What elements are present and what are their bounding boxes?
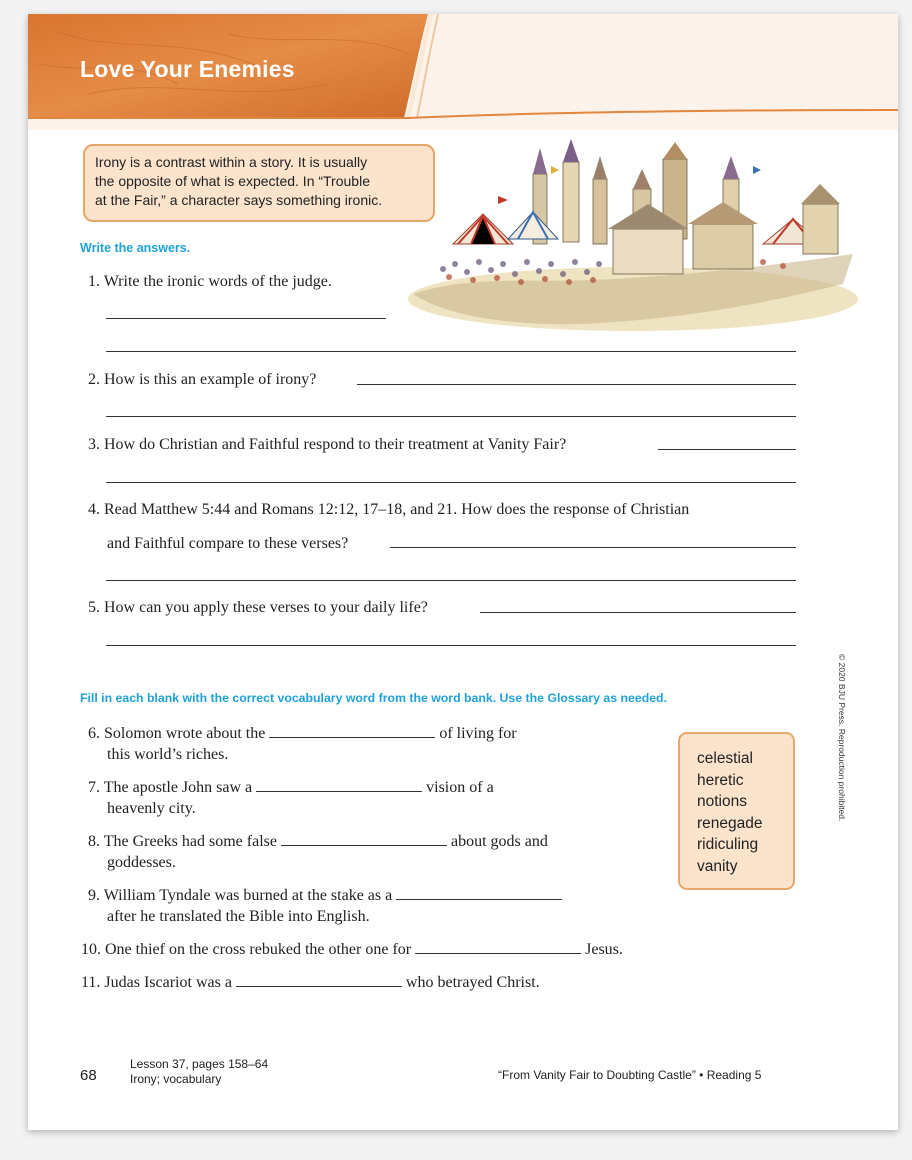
fill-blank[interactable] (256, 777, 422, 792)
answer-line[interactable] (106, 351, 796, 352)
vocab-item-10 (81, 939, 623, 960)
section-heading-vocabulary: Fill in each blank with the correct vocabulary word from the word bank. Use the Glossary as needed. (80, 691, 667, 705)
section-heading-write-answers: Write the answers. (80, 241, 191, 255)
callout-line: the opposite of what is expected. In “Trouble (95, 173, 370, 189)
question-number: 2. (88, 371, 100, 388)
item-number: 11. (81, 974, 101, 991)
answer-line[interactable] (106, 645, 796, 646)
word-bank-item: vanity (697, 857, 738, 875)
item-text-after: of living for (439, 725, 517, 742)
question-number: 1. (88, 273, 100, 290)
answer-line[interactable] (106, 318, 386, 319)
question-text: How is this an example of irony? (104, 371, 317, 388)
answer-line[interactable] (357, 384, 796, 385)
item-text-before: Judas Iscariot was a (104, 974, 232, 991)
item-text-after: Jesus. (585, 941, 623, 958)
question-text: and Faithful compare to these verses? (107, 535, 349, 552)
question-number: 4. (88, 501, 100, 518)
question-1 (88, 273, 332, 291)
callout-line: Irony is a contrast within a story. It is usually (95, 154, 368, 170)
question-2 (88, 371, 316, 389)
lesson-reference: Lesson 37, pages 158–64 (130, 1057, 269, 1071)
fill-blank[interactable] (415, 939, 581, 954)
fill-blank[interactable] (281, 831, 447, 846)
lesson-info (130, 1057, 268, 1087)
item-text-line2: goddesses. (107, 854, 176, 871)
item-text-line2: this world’s riches. (107, 746, 229, 763)
fill-blank[interactable] (269, 723, 435, 738)
item-text-before: Solomon wrote about the (104, 725, 266, 742)
question-number: 5. (88, 599, 100, 616)
word-bank-item: celestial (697, 750, 753, 767)
item-text-before: One thief on the cross rebuked the other one for (105, 941, 412, 958)
copyright-notice (835, 654, 849, 844)
word-bank-item: notions (697, 793, 747, 810)
word-bank-item: renegade (697, 814, 763, 832)
question-text: How do Christian and Faithful respond to their treatment at Vanity Fair? (104, 436, 567, 453)
item-text-before: The apostle John saw a (103, 779, 253, 796)
question-number: 3. (88, 436, 100, 453)
vocab-item-6 (88, 723, 517, 765)
question-text: Read Matthew 5:44 and Romans 12:12, 17–18, and 21. How does the response of Christian (104, 501, 690, 518)
vocab-item-11 (81, 972, 540, 993)
worksheet-page (28, 14, 898, 1130)
item-text-before: William Tyndale was burned at the stake as a (103, 887, 393, 904)
copyright-text: © 2020 BJU Press. Reproduction prohibited. (837, 654, 847, 822)
vocab-item-9 (88, 885, 566, 927)
item-text-before: The Greeks had some false (103, 833, 277, 850)
item-text-after: who betrayed Christ. (405, 974, 540, 991)
question-3 (88, 436, 566, 454)
page-title: Love Your Enemies (80, 56, 295, 82)
vanity-fair-illustration (383, 134, 858, 339)
item-number: 7. (88, 779, 100, 796)
reading-reference: “From Vanity Fair to Doubting Castle” • Reading 5 (498, 1068, 762, 1082)
word-bank (678, 732, 795, 890)
item-text-after: about gods and (450, 833, 548, 850)
vocab-item-7 (88, 777, 494, 819)
fill-blank[interactable] (396, 885, 562, 900)
answer-line[interactable] (480, 612, 796, 613)
question-5 (88, 599, 428, 617)
item-text-line2: heavenly city. (107, 800, 196, 817)
lesson-topic: Irony; vocabulary (130, 1072, 222, 1086)
page-number: 68 (80, 1067, 97, 1084)
question-4-continued (107, 535, 348, 553)
question-4 (88, 501, 689, 519)
answer-line[interactable] (658, 449, 796, 450)
answer-line[interactable] (390, 547, 796, 548)
word-bank-item: heretic (697, 771, 744, 789)
item-text-line2: after he translated the Bible into English. (107, 908, 370, 925)
word-bank-item: ridiculing (697, 836, 759, 853)
answer-line[interactable] (106, 580, 796, 581)
item-number: 9. (88, 887, 100, 904)
item-number: 8. (88, 833, 100, 850)
item-number: 10. (81, 941, 101, 958)
answer-line[interactable] (106, 416, 796, 417)
fill-blank[interactable] (236, 972, 402, 987)
callout-line: at the Fair,” a character says something ironic. (95, 192, 383, 208)
question-text: Write the ironic words of the judge. (103, 273, 332, 290)
answer-line[interactable] (106, 482, 796, 483)
question-text: How can you apply these verses to your daily life? (104, 599, 428, 616)
vocab-item-8 (88, 831, 548, 873)
item-number: 6. (88, 725, 100, 742)
item-text-after: vision of a (426, 779, 494, 796)
